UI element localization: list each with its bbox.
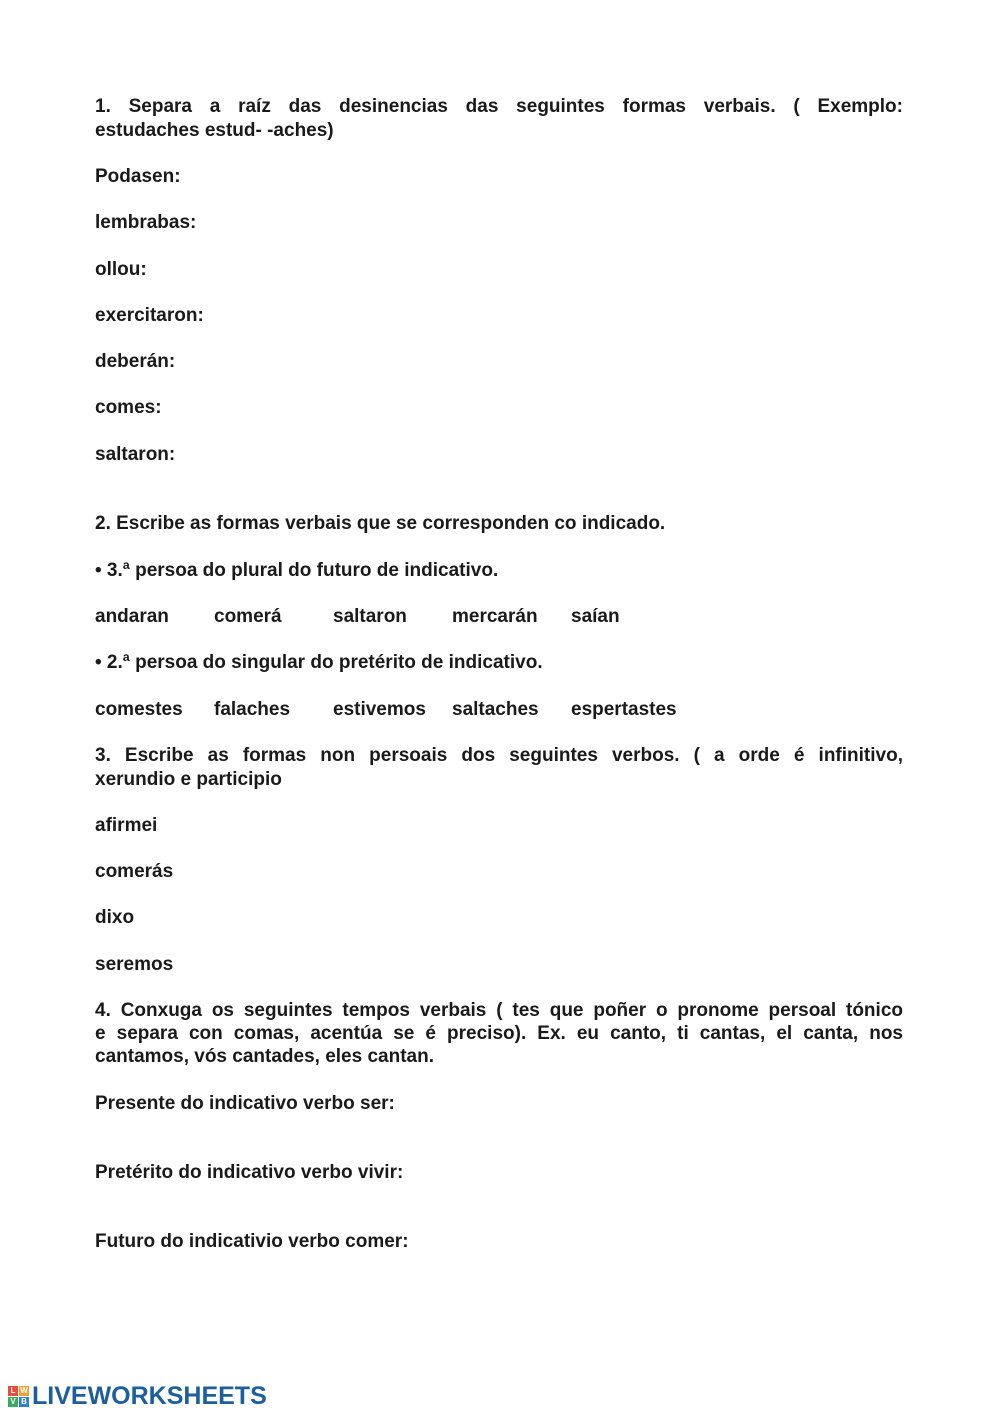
logo-tile: V [8, 1397, 18, 1407]
logo-tile: L [8, 1386, 18, 1396]
section-4-heading-line-3: cantamos, vós cantades, eles cantan. [95, 1046, 434, 1067]
section-4-item-presente: Presente do indicativo verbo ser: [95, 1093, 395, 1114]
option-saian[interactable]: saían [571, 606, 620, 627]
option-saltaches[interactable]: saltaches [452, 699, 539, 720]
section-3-heading-line-1: 3. Escribe as formas non persoais dos seguintes verbos. ( a orde é infinitivo, [95, 745, 903, 766]
section-3-heading-line-2: xerundio e participio [95, 769, 282, 790]
option-comera[interactable]: comerá [214, 606, 282, 627]
option-comestes[interactable]: comestes [95, 699, 183, 720]
option-andaran[interactable]: andaran [95, 606, 169, 627]
section-3-item-seremos: seremos [95, 954, 174, 975]
section-1-item-exercitaron: exercitaron: [95, 305, 204, 326]
section-4-item-futuro: Futuro do indicativio verbo comer: [95, 1231, 409, 1252]
section-1-item-comes: comes: [95, 397, 162, 418]
option-falaches[interactable]: falaches [214, 699, 291, 720]
logo-tile: W [20, 1385, 28, 1395]
section-3-item-dixo: dixo [95, 907, 135, 928]
option-saltaron[interactable]: saltaron [333, 606, 407, 627]
option-estivemos[interactable]: estivemos [333, 699, 426, 720]
section-2-heading: 2. Escribe as formas verbais que se corresponden co indicado. [95, 513, 666, 534]
section-4-heading-line-1: 4. Conxuga os seguintes tempos verbais ( tes que poñer o pronome persoal tónico [95, 1000, 903, 1021]
section-2-group-1-label: • 3.ª persoa do plural do futuro de indicativo. [95, 560, 499, 581]
section-1-item-lembrabas: lembrabas: [95, 212, 197, 233]
liveworksheets-logo[interactable] [8, 1380, 267, 1412]
section-1-item-ollou: ollou: [95, 259, 147, 280]
section-3-item-comeras: comerás [95, 861, 174, 882]
section-4-heading-line-2: e separa con comas, acentúa se é preciso). Ex. eu canto, ti cantas, el canta, nos [95, 1023, 903, 1044]
section-3-item-afirmei: afirmei [95, 815, 158, 836]
logo-tiles-icon [8, 1386, 29, 1407]
section-1-item-podasen: Podasen: [95, 166, 181, 187]
section-1-heading-line-2: estudaches estud- -aches) [95, 120, 334, 141]
logo-tile: B [19, 1397, 29, 1407]
section-1-item-deberan: deberán: [95, 351, 176, 372]
section-1-heading-line-1: 1. Separa a raíz das desinencias das seguintes formas verbais. ( Exemplo: [95, 96, 903, 117]
logo-brand-text: LIVEWORKSHEETS [32, 1381, 267, 1410]
option-mercaran[interactable]: mercarán [452, 606, 538, 627]
section-4-item-preterito: Pretérito do indicativo verbo vivir: [95, 1162, 404, 1183]
option-espertastes[interactable]: espertastes [571, 699, 677, 720]
section-2-group-2-label: • 2.ª persoa do singular do pretérito de indicativo. [95, 652, 543, 673]
section-1-item-saltaron: saltaron: [95, 444, 176, 465]
